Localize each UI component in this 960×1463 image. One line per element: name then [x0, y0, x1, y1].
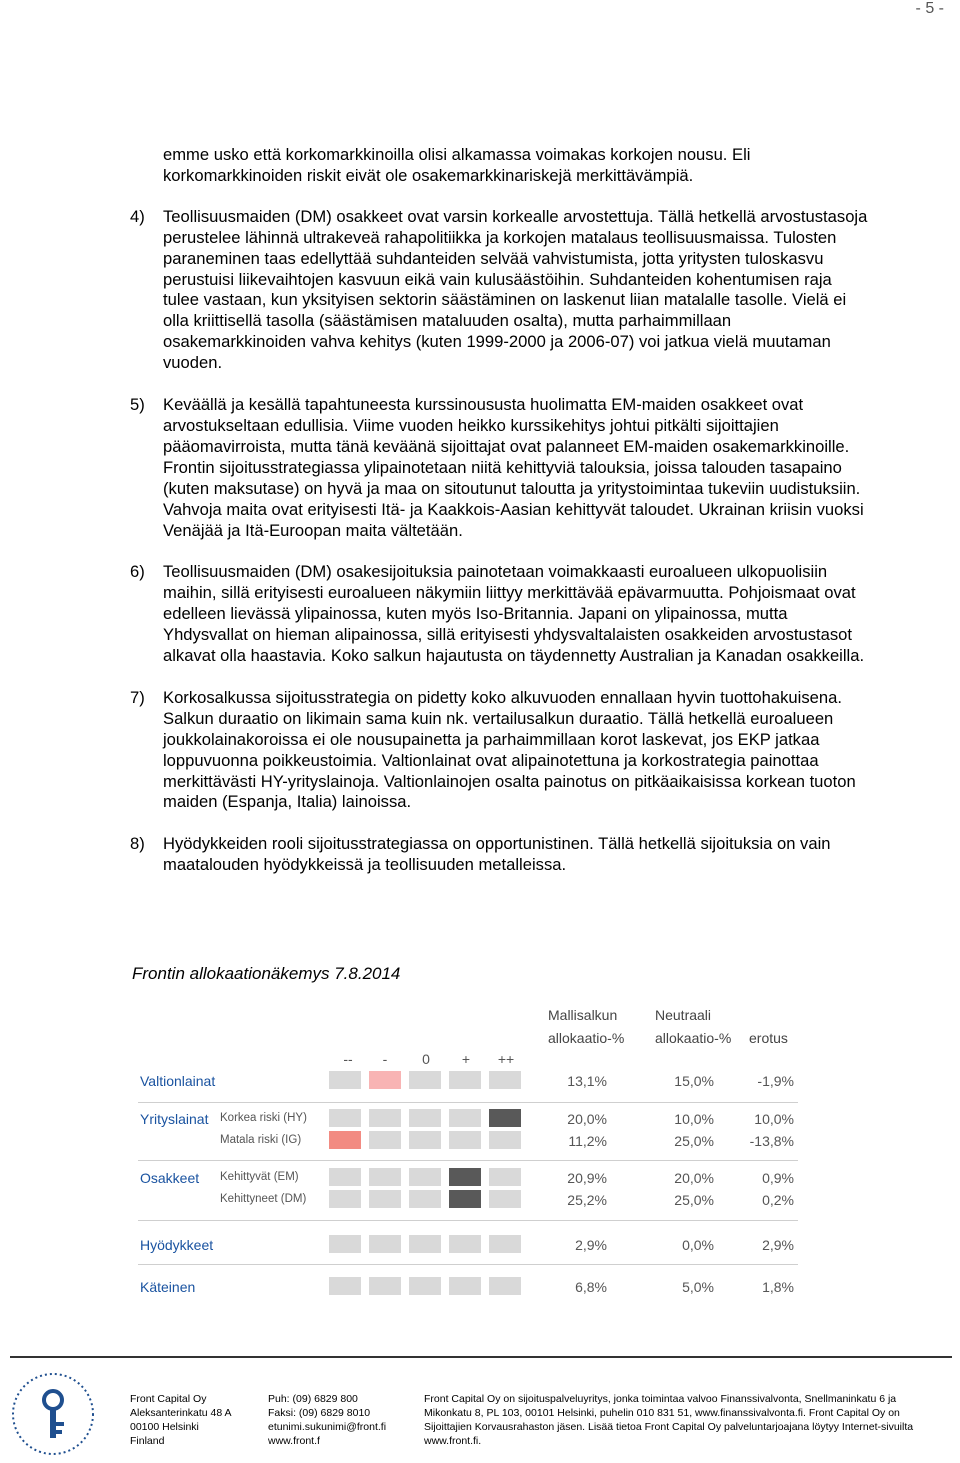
category-label: Yrityslainat [140, 1111, 209, 1127]
scale-cell-marked [449, 1190, 481, 1208]
scale-cell [449, 1277, 481, 1295]
subcategory-label: Korkea riski (HY) [220, 1112, 307, 1124]
scale-cell [369, 1168, 401, 1186]
scale-cell [489, 1168, 521, 1186]
scale-cell [449, 1235, 481, 1253]
category-label: Valtionlainat [140, 1073, 216, 1089]
footer-line: Faksi: (09) 6829 8010 [268, 1407, 371, 1419]
scale-cell [409, 1190, 441, 1208]
neutral-value: 5,0% [682, 1279, 714, 1295]
category-label: Käteinen [140, 1279, 196, 1295]
subcategory-label: Kehittyneet (DM) [220, 1193, 307, 1205]
model-value: 13,1% [567, 1073, 607, 1089]
scale-label: 0 [422, 1051, 430, 1067]
scale-cell [329, 1190, 361, 1208]
item-text: Korkosalkussa sijoitusstrategia on pidetty koko alkuvuoden ennallaan hyvin tuottohakuisena. Salkun duraatio on likimain sama kuin nk. vertailusalkun duraatio. Tällä hetkellä euroalueen joukkolainakoroissa ei ole nousupainetta ja parhaimmillaan korot laskevat, jos EKP jatkaa loppuvuonna poikkeustoimia. Valtionlainat ovat alipainotettuna ja korkostrategia painottaa merkittävästi HY-yrityslainoja. Valtionlainojen osalta painotus on pitkäaikaisissa korkean tuoton maiden (Espanja, Italia) lainoissa. [163, 687, 856, 812]
header-model-2: allokaatio-% [548, 1030, 625, 1046]
model-value: 20,9% [567, 1170, 607, 1186]
diff-value: -13,8% [749, 1133, 794, 1149]
scale-cell [329, 1168, 361, 1186]
category-label: Hyödykkeet [140, 1237, 214, 1253]
item-text: Hyödykkeiden rooli sijoitusstrategiassa on opportunistinen. Tällä hetkellä sijoituksia on vain maatalouden hyödykkeissä ja teollisuuden metalleissa. [163, 834, 831, 875]
item-number: 8) [130, 834, 145, 854]
scale-cell [489, 1235, 521, 1253]
scale-cell [409, 1131, 441, 1149]
footer-line: Puh: (09) 6829 800 [268, 1393, 358, 1405]
scale-label: ++ [497, 1051, 515, 1067]
scale-cell [489, 1277, 521, 1295]
footer-line: Front Capital Oy on sijoituspalveluyritys, jonka toimintaa valvoo Finanssivalvonta, Snellmaninkatu 6 ja [424, 1393, 897, 1405]
allocation-title: Frontin allokaationäkemys 7.8.2014 [132, 964, 401, 983]
scale-cell [409, 1109, 441, 1127]
footer-contact [268, 1392, 386, 1448]
row-separator [138, 1220, 798, 1221]
model-value: 2,9% [575, 1237, 607, 1253]
scale-cell [369, 1190, 401, 1208]
scale-cell [369, 1109, 401, 1127]
neutral-value: 25,0% [674, 1133, 714, 1149]
scale-label: + [461, 1051, 471, 1067]
footer-line: Aleksanterinkatu 48 A [130, 1407, 232, 1419]
footer-email[interactable]: etunimi.sukunimi@front.fi [268, 1421, 387, 1433]
diff-value: 0,2% [762, 1192, 794, 1208]
scale-cell [329, 1277, 361, 1295]
scale-cell [489, 1190, 521, 1208]
scale-cell [369, 1235, 401, 1253]
neutral-value: 25,0% [674, 1192, 714, 1208]
header-neutral-2: allokaatio-% [655, 1030, 732, 1046]
scale-cell [409, 1168, 441, 1186]
scale-cell-marked [369, 1071, 401, 1089]
header-model-1: Mallisalkun [548, 1007, 618, 1023]
scale-label: - [382, 1051, 388, 1067]
item-text: Teollisuusmaiden (DM) osakkeet ovat varsin korkealle arvostettuja. Tällä hetkellä arvostustasoja perustelee lähinnä ultrakeveä rahapolitiikka ja korkojen matalaus teollisuusmaissa. Tulosten paraneminen taas edellyttää suhdanteiden selvää vahvistumista, jotta yritysten tuloskasvu perustuisi liikevaihtojen kasvuun eikä vain kulusäästöihin. Suhdanteiden kohentumisen raja tulee vastaan, kun yksityisen sektorin säästäminen on laskenut liian matalalle tasolle. Vielä ei olla kriittisellä tasolla (säästämisen mataluuden osalta), mutta parhaimmillaan osakemarkkinoiden vahva kehitys (kuten 1999-2000 ja 2006-07) voi jatkua vielä muutaman vuoden. [163, 206, 868, 373]
row-separator [138, 1160, 798, 1161]
model-value: 11,2% [568, 1133, 607, 1149]
item-number: 4) [130, 206, 145, 226]
header-diff: erotus [749, 1030, 788, 1046]
scale-cell [489, 1131, 521, 1149]
footer-website[interactable]: www.front.f [268, 1435, 320, 1447]
scale-cell-marked [329, 1131, 361, 1149]
row-separator [138, 1102, 798, 1103]
footer-line: 00100 Helsinki [130, 1421, 199, 1433]
scale-cell [489, 1071, 521, 1089]
scale-cell [409, 1071, 441, 1089]
model-value: 25,2% [567, 1192, 607, 1208]
scale-cell-marked [489, 1109, 521, 1127]
footer-line: Mikonkatu 8, PL 103, 00101 Helsinki, puhelin 010 831 51, www.finanssivalvonta.fi. Front Capital Oy on [424, 1407, 900, 1419]
scale-cell [449, 1131, 481, 1149]
neutral-value: 0,0% [682, 1237, 714, 1253]
item-number: 5) [130, 395, 145, 415]
scale-label: -- [343, 1051, 353, 1067]
page-number: - 5 - [915, 0, 944, 17]
neutral-value: 10,0% [674, 1111, 714, 1127]
diff-value: 1,8% [762, 1279, 794, 1295]
intro-paragraph: emme usko että korkomarkkinoilla olisi alkamassa voimakas korkojen nousu. Eli korkomarkkinoiden riskit eivät ole osakemarkkinariskejä merkittävämpiä. [163, 145, 751, 185]
footer-line: Finland [130, 1435, 165, 1447]
footer-line: Sijoittajien Korvausrahaston jäsen. Lisää tietoa Front Capital Oy palveluntarjoajana löytyy Internet-sivuilta [424, 1421, 914, 1433]
scale-cell [329, 1071, 361, 1089]
diff-value: -1,9% [757, 1073, 794, 1089]
model-value: 6,8% [575, 1279, 607, 1295]
footer-legal [424, 1392, 954, 1448]
scale-cell [329, 1235, 361, 1253]
made-in-finland-logo [8, 1370, 98, 1458]
scale-cell [329, 1109, 361, 1127]
diff-value: 2,9% [762, 1237, 794, 1253]
footer-rule [10, 1356, 952, 1358]
neutral-value: 20,0% [674, 1170, 714, 1186]
subcategory-label: Kehittyvät (EM) [220, 1171, 299, 1183]
row-separator [138, 1264, 798, 1265]
footer-line: Front Capital Oy [130, 1393, 207, 1405]
scale-cell-marked [449, 1168, 481, 1186]
diff-value: 10,0% [754, 1111, 794, 1127]
scale-cell [409, 1235, 441, 1253]
diff-value: 0,9% [762, 1170, 794, 1186]
footer-link[interactable]: www.front.fi. [424, 1435, 482, 1447]
header-neutral-1: Neutraali [655, 1007, 712, 1023]
footer-address [130, 1392, 232, 1448]
category-label: Osakkeet [140, 1170, 200, 1186]
neutral-value: 15,0% [674, 1073, 714, 1089]
item-number: 6) [130, 562, 145, 582]
item-text: Teollisuusmaiden (DM) osakesijoituksia painotetaan voimakkaasti euroalueen ulkopuolisiin maihin, sillä erityisesti euroalueen näkymiin liittyy merkittävää epävarmuutta. Pohjoismaat ovat edelleen lievässä ylipainossa, kuten myös Iso-Britannia. Japani on ylipainossa, mutta Yhdysvallat on hieman alipainossa, sillä erityisesti yhdysvaltalaisten osakkeiden arvostustasot alkavat olla haastavia. Koko salkun hajautusta on täydennetty Australian ja Kanadan osakkeilla. [163, 562, 865, 666]
scale-cell [449, 1109, 481, 1127]
model-value: 20,0% [567, 1111, 607, 1127]
item-text: Keväällä ja kesällä tapahtuneesta kurssinoususta huolimatta EM-maiden osakkeet ovat arvostukseltaan edullisia. Viime vuoden heikko kurssikehitys johtui pitkälti sijoittajien pääomavirroista, mutta tänä keväänä sijoittajat ovat palanneet EM-maiden osakemarkkinoille. Frontin sijoitusstrategiassa ylipainotetaan niitä kehittyviä talouksia, joissa talouden tasapaino (kuten maksutase) on hyvä ja maa on sitoutunut taloutta ja yritystoimintaa tukeviin uudistuksiin. Vahvoja maita ovat erityisesti Itä- ja Kaakkois-Aasian kehittyvät taloudet. Ukrainan kriisin vuoksi Venäjää ja Itä-Euroopan maita vältetään. [163, 395, 864, 540]
scale-cell [369, 1131, 401, 1149]
scale-cell [369, 1277, 401, 1295]
item-number: 7) [130, 687, 145, 707]
scale-cell [449, 1071, 481, 1089]
subcategory-label: Matala riski (IG) [220, 1134, 302, 1146]
scale-cell [409, 1277, 441, 1295]
